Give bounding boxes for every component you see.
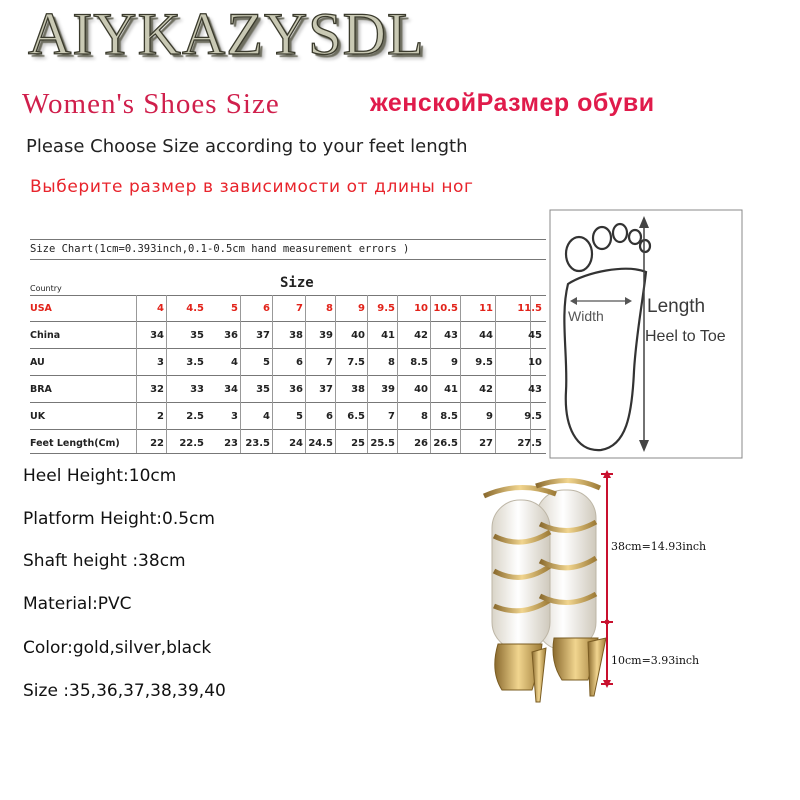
chart-cell: 11 [479,303,493,314]
chart-cell: 39 [381,384,395,395]
chart-cell: 38 [351,384,365,395]
chart-cell: 41 [444,384,458,395]
chart-cell: 24.5 [308,438,333,449]
chart-cell: 7.5 [347,357,365,368]
chart-cell: 40 [414,384,428,395]
chart-cell: 7 [296,303,303,314]
spec-size: Size :35,36,37,38,39,40 [23,681,226,701]
chart-column-divider [367,295,368,453]
chart-cell: 45 [528,330,542,341]
chart-cell: 36 [224,330,238,341]
spec-shaft-height: Shaft height :38cm [23,551,186,571]
chart-cell: 34 [224,384,238,395]
row-label-china: China [30,330,61,341]
chart-cell: 5 [296,411,303,422]
gladiator-boot-icon [470,466,720,706]
chart-cell: 22 [150,438,164,449]
chart-divider [30,402,546,403]
chart-cell: 27.5 [517,438,542,449]
product-boot-image [470,466,720,706]
title-russian: женскойРазмер обуви [370,89,655,117]
chart-cell: 9 [358,303,365,314]
chart-cell: 6 [263,303,270,314]
chart-cell: 9 [486,411,493,422]
chart-divider [30,259,546,260]
chart-column-divider [430,295,431,453]
chart-cell: 43 [528,384,542,395]
chart-cell: 35 [256,384,270,395]
chart-cell: 10 [528,357,542,368]
chart-column-divider [240,295,241,453]
chart-divider [30,375,546,376]
chart-cell: 6 [326,411,333,422]
chart-cell: 26.5 [433,438,458,449]
spec-material: Material:PVC [23,594,132,614]
chart-divider [30,239,546,240]
chart-cell: 35 [190,330,204,341]
chart-cell: 9 [451,357,458,368]
row-label-feet-length-cm: Feet Length(Cm) [30,438,120,449]
chart-column-divider [305,295,306,453]
instruction-english: Please Choose Size according to your feet length [26,136,468,157]
chart-cell: 6 [296,357,303,368]
chart-divider [30,429,546,430]
chart-cell: 6.5 [347,411,365,422]
chart-cell: 43 [444,330,458,341]
chart-column-divider [495,295,496,453]
chart-cell: 26 [414,438,428,449]
title-english: Women's Shoes Size [22,88,280,120]
chart-cell: 3.5 [186,357,204,368]
chart-cell: 9.5 [475,357,493,368]
chart-cell: 24 [289,438,303,449]
chart-column-divider [460,295,461,453]
chart-cell: 11.5 [517,303,542,314]
brand-logo-text: AIYKAZYSDL [28,1,425,67]
chart-column-divider [272,295,273,453]
shaft-measurement-label: 38cm=14.93inch [611,540,707,553]
chart-divider [30,453,546,454]
chart-cell: 4.5 [186,303,204,314]
size-chart [30,239,548,455]
chart-cell: 38 [289,330,303,341]
chart-column-divider [136,295,137,453]
chart-divider [30,348,546,349]
chart-column-divider [335,295,336,453]
chart-cell: 9.5 [377,303,395,314]
chart-cell: 37 [319,384,333,395]
spec-platform-height: Platform Height:0.5cm [23,509,215,529]
chart-cell: 25.5 [370,438,395,449]
chart-cell: 5 [263,357,270,368]
chart-cell: 2 [157,411,164,422]
chart-cell: 39 [319,330,333,341]
chart-cell: 42 [479,384,493,395]
chart-cell: 37 [256,330,270,341]
size-header: Size [280,275,314,291]
spec-heel-height: Heel Height:10cm [23,466,177,486]
country-header: Country [30,284,62,293]
spec-color: Color:gold,silver,black [23,638,212,658]
chart-cell: 44 [479,330,493,341]
chart-cell: 36 [289,384,303,395]
chart-cell: 5 [231,303,238,314]
chart-cell: 42 [414,330,428,341]
chart-cell: 25 [351,438,365,449]
chart-cell: 8 [421,411,428,422]
size-chart-caption: Size Chart(1cm=0.393inch,0.1-0.5cm hand measurement errors ) [30,243,410,255]
chart-cell: 22.5 [179,438,204,449]
chart-cell: 3 [157,357,164,368]
chart-cell: 8 [326,303,333,314]
row-label-bra: BRA [30,384,52,395]
chart-cell: 41 [381,330,395,341]
chart-cell: 34 [150,330,164,341]
chart-cell: 23.5 [245,438,270,449]
chart-divider [30,295,546,296]
chart-cell: 4 [263,411,270,422]
chart-cell: 32 [150,384,164,395]
chart-cell: 9.5 [524,411,542,422]
chart-cell: 23 [224,438,238,449]
chart-cell: 27 [479,438,493,449]
chart-cell: 2.5 [186,411,204,422]
chart-cell: 8.5 [440,411,458,422]
chart-cell: 4 [231,357,238,368]
instruction-russian: Выберите размер в зависимости от длины ног [30,177,474,197]
chart-cell: 10 [414,303,428,314]
chart-column-divider [397,295,398,453]
chart-cell: 40 [351,330,365,341]
row-label-usa: USA [30,303,52,314]
width-label: Width [568,308,604,324]
chart-cell: 7 [326,357,333,368]
heel-measurement-label: 10cm=3.93inch [611,654,700,667]
chart-cell: 8 [388,357,395,368]
row-label-uk: UK [30,411,46,422]
heel-to-toe-label: Heel to Toe [645,328,726,345]
chart-cell: 4 [157,303,164,314]
chart-divider [30,321,546,322]
chart-column-divider [530,295,531,453]
chart-cell: 8.5 [410,357,428,368]
chart-cell: 33 [190,384,204,395]
row-label-au: AU [30,357,45,368]
chart-cell: 7 [388,411,395,422]
chart-cell: 10.5 [433,303,458,314]
foot-measurement-diagram [546,206,746,464]
length-label: Length [647,296,706,317]
chart-cell: 3 [231,411,238,422]
chart-column-divider [166,295,167,453]
